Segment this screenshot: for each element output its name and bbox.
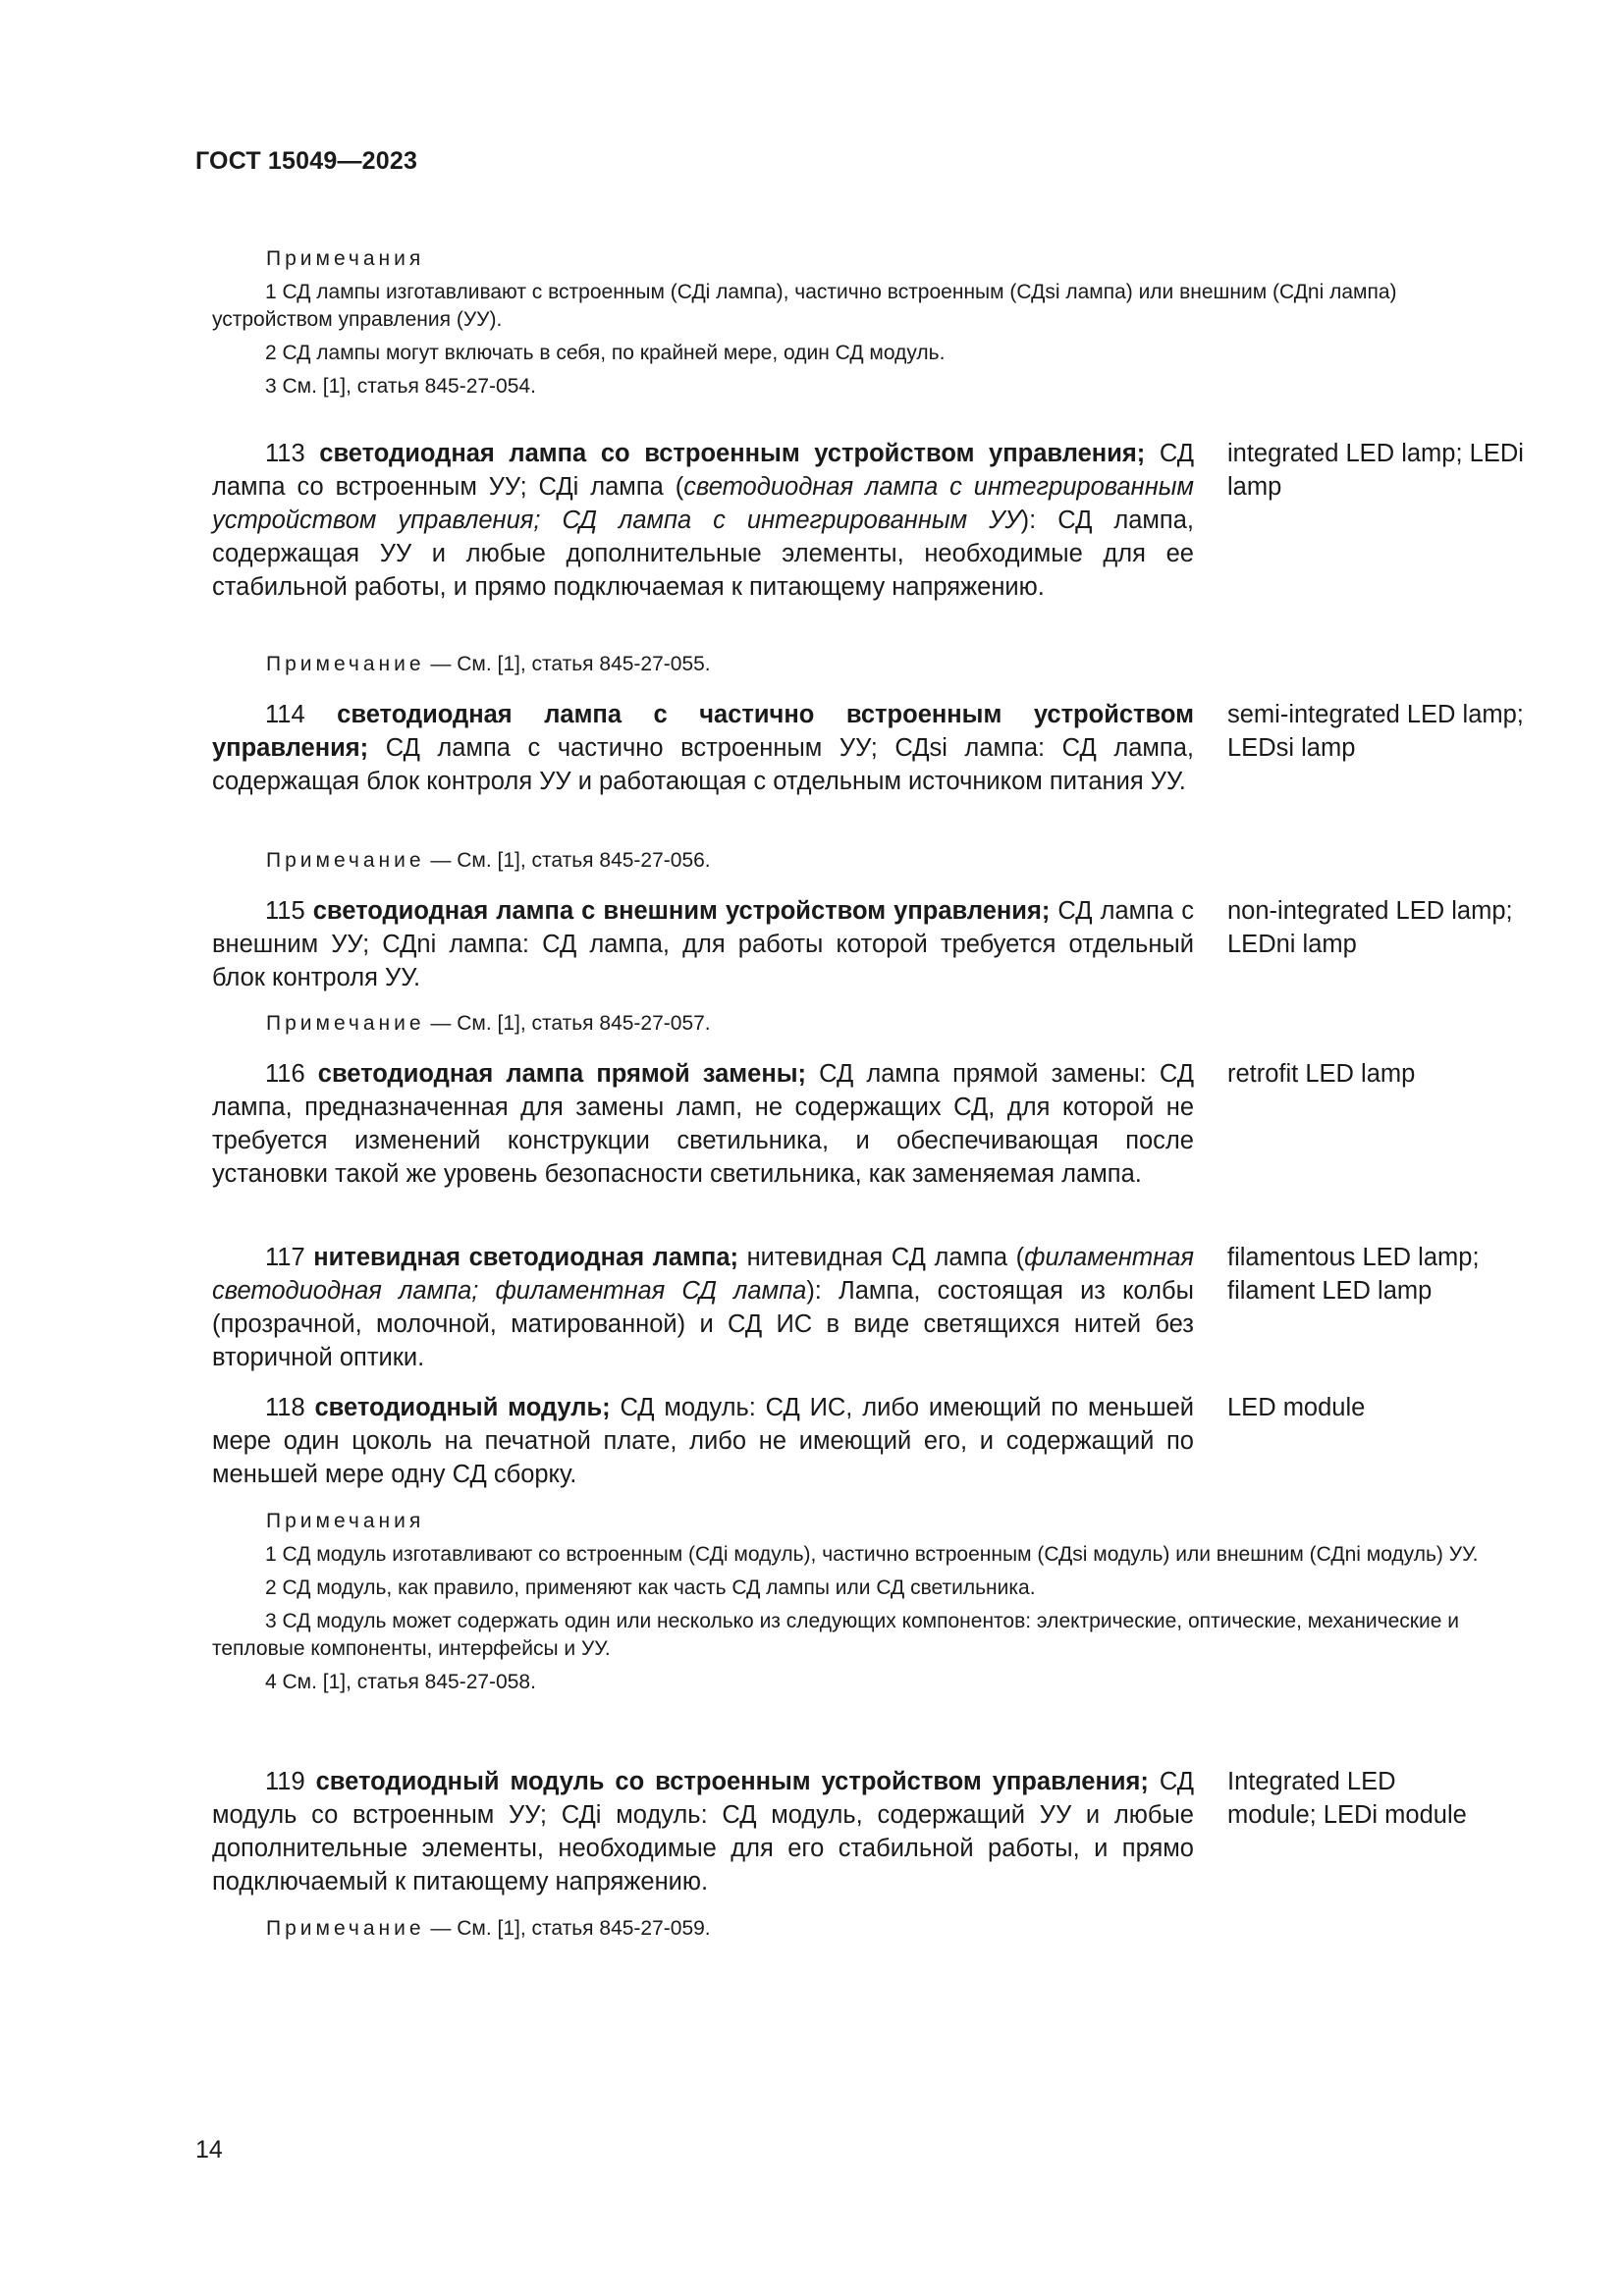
term-119-note: Примечание — См. [1], статья 845-27-059. [266,1917,711,1940]
document-header: ГОСТ 15049—2023 [195,147,418,175]
term-title: светодиодная лампа со встроенным устройством управления; [319,440,1146,467]
term-title: светодиодный модуль; [314,1394,611,1421]
note-item: 1 СД модуль изготавливают со встроенным (СДi модуль), частично встроенным (СДsi модуль) или внешним (СДni модуль) УУ. [265,1543,1479,1566]
english-term-118: LED module [1227,1394,1366,1421]
english-term-114: semi-integrated LED lamp; LEDsi lamp [1227,701,1524,762]
term-115: 115 светодиодная лампа с внешним устройством управления; СД лампа с внешним УУ; СДni лампа: СД лампа, для работы которой требуется отдельный блок контроля УУ. [212,897,1194,991]
note-item: 1 СД лампы изготавливают с встроенным (СДi лампа), частично встроенным (СДsi лампа) или внешним (СДni лампа) устройством управления (УУ). [212,281,1397,331]
english-term-119: Integrated LED module; LEDi module [1227,1768,1467,1829]
term-title: светодиодная лампа прямой замены; [317,1060,807,1088]
notes-heading: Примечания [266,247,425,270]
term-114: 114 светодиодная лампа с частично встроенным устройством управления; СД лампа с частично встроенным УУ; СДsi лампа: СД лампа, содержащая блок контроля УУ и работающая с отдельным источником питания УУ. [212,701,1194,795]
term-119: 119 светодиодный модуль со встроенным устройством управления; СД модуль со встроенным УУ; СДi модуль: СД модуль, содержащий УУ и любые дополнительные элементы, необходимые для его стабильной работы, и прямо подключаемый к питающему напряжению. [212,1768,1194,1896]
english-term-113: integrated LED lamp; LEDi lamp [1227,440,1524,501]
note-item: 2 СД лампы могут включать в себя, по крайней мере, один СД модуль. [265,342,946,364]
notes-top [212,245,1508,400]
notes-118 [212,1508,1508,1696]
term-115-note: Примечание — См. [1], статья 845-27-057. [266,1012,711,1035]
term-117: 117 нитевидная светодиодная лампа; нитевидная СД лампа (филаментная светодиодная лампа; филаментная СД лампа): Лампа, состоящая из колбы (прозрачной, молочной, матированной) и СД ИС в виде светящихся нитей без вторичной оптики. [212,1244,1194,1371]
notes-heading: Примечания [266,1510,425,1532]
english-term-116: retrofit LED lamp [1227,1060,1416,1088]
term-title: светодиодный модуль со встроенным устройством управления; [315,1768,1149,1795]
page-number: 14 [195,2136,223,2163]
term-118: 118 светодиодный модуль; СД модуль: СД ИС, либо имеющий по меньшей мере один цоколь на печатной плате, либо не имеющий его, и содержащий по меньшей мере одну СД сборку. [212,1394,1194,1488]
note-item: 3 См. [1], статья 845-27-054. [265,375,536,398]
note-item: 4 См. [1], статья 845-27-058. [265,1671,536,1693]
english-term-115: non-integrated LED lamp; LEDni lamp [1227,897,1513,958]
term-title: светодиодная лампа с частично встроенным устройством управления; [212,701,1194,762]
term-title: светодиодная лампа с внешним устройством управления; [312,897,1051,925]
term-title: нитевидная светодиодная лампа; [313,1244,738,1271]
term-116: 116 светодиодная лампа прямой замены; СД лампа прямой замены: СД лампа, предназначенная для замены ламп, не содержащих СД, для которой не требуется изменений конструкции светильника, и обеспечивающая после установки такой же уровень безопасности светильника, как заменяемая лампа. [212,1060,1194,1188]
term-113: 113 светодиодная лампа со встроенным устройством управления; СД лампа со встроенным УУ; СДi лампа (светодиодная лампа с интегрированным устройством управления; СД лампа с интегрированным УУ): СД лампа, содержащая УУ и любые дополнительные элементы, необходимые для ее стабильной работы, и прямо подключаемая к питающему напряжению. [212,440,1194,601]
note-item: 3 СД модуль может содержать один или несколько из следующих компонентов: электрические, оптические, механические и тепловые компоненты, интерфейсы и УУ. [212,1610,1459,1660]
term-114-note: Примечание — См. [1], статья 845-27-056. [266,849,711,872]
note-item: 2 СД модуль, как правило, применяют как часть СД лампы или СД светильника. [265,1576,1036,1599]
english-term-117: filamentous LED lamp; filament LED lamp [1227,1244,1480,1305]
term-113-note: Примечание — См. [1], статья 845-27-055. [266,653,711,675]
